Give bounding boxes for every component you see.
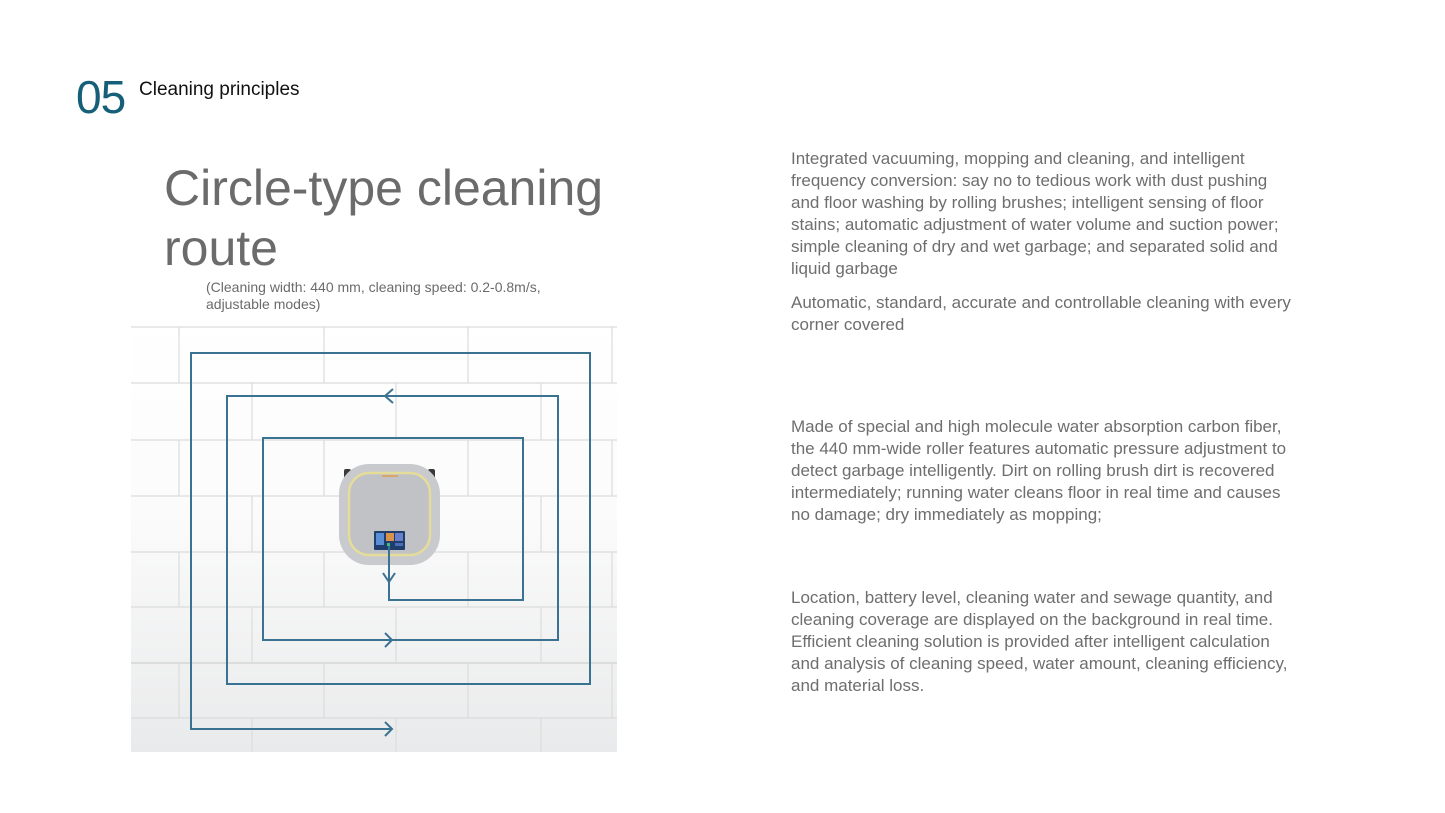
section-number: 05 [76, 71, 126, 123]
feature-paragraph-2: Automatic, standard, accurate and controllable cleaning with every corner covered [791, 293, 1291, 334]
cleaning-route-figure [131, 320, 617, 752]
feature-paragraph-3: Made of special and high molecule water absorption carbon fiber, the 440 mm-wide roller features automatic pressure adjustment to detect garbage intelligently. Dirt on rolling brush dirt is recovered intermediately; running water cleans floor in real time and causes no damage; dry immediately as mopping; [791, 417, 1287, 524]
feature-paragraph-1: Integrated vacuuming, mopping and cleaning, and intelligent frequency conversion: say no to tedious work with dust pushing and floor washing by rolling brushes; intelligent sensing of floor stains; automatic adjustment of water volume and suction power; simple cleaning of dry and wet garbage; and separated solid and liquid garbage [791, 149, 1279, 278]
spec-note: (Cleaning width: 440 mm, cleaning speed: 0.2-0.8m/s, adjustable modes) [206, 279, 541, 312]
feature-paragraph-4: Location, battery level, cleaning water and sewage quantity, and cleaning coverage are displayed on the background in real time. Efficient cleaning solution is provided after intelligent calculation and analysis of cleaning speed, water amount, cleaning efficiency, and material loss. [791, 588, 1288, 695]
headline: Circle-type cleaning route [164, 160, 604, 276]
section-title: Cleaning principles [139, 79, 300, 100]
